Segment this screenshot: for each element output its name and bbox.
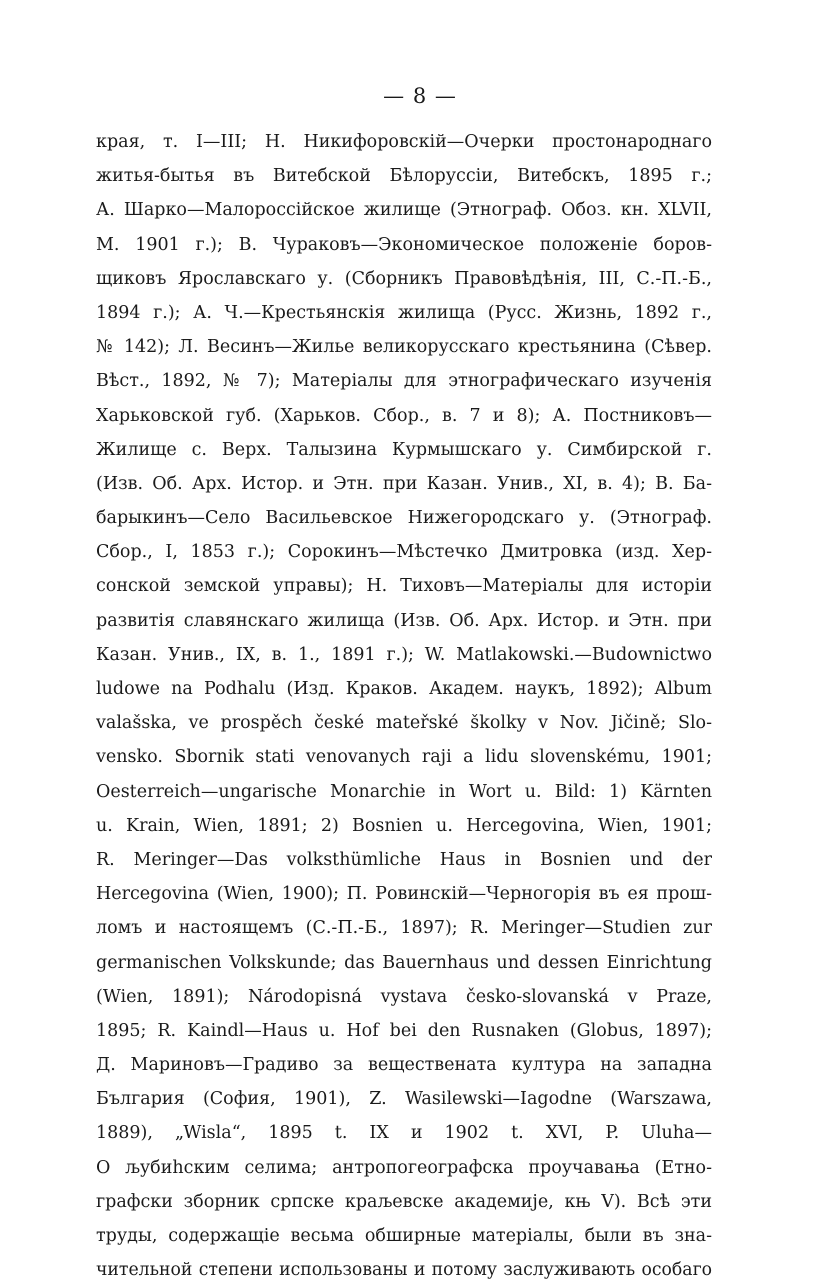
text-line: № 142); Л. Весинъ—Жилье великорусскаго крестьянина (Сѣвер.: [96, 337, 712, 358]
text-line: Харьковской губ. (Харьков. Сбор., в. 7 и 8); А. Постниковъ—: [96, 405, 712, 426]
text-line: Жилище с. Верх. Талызина Курмышскаго у. Симбирской г.: [96, 439, 712, 460]
text-line: 1894 г.); А. Ч.—Крестьянскія жилища (Русс. Жизнь, 1892 г.,: [96, 302, 712, 323]
text-line: края, т. I—III; Н. Никифоровскій—Очерки простонароднаго: [96, 132, 712, 152]
text-line: житья-бытья въ Витебской Бѣлоруссіи, Витебскъ, 1895 г.;: [96, 166, 712, 187]
text-line: (Wien, 1891); Národopisná vystava česko-slovanská v Praze,: [96, 986, 712, 1007]
text-line: ludowe na Podhalu (Изд. Краков. Академ. наукъ, 1892); Album: [96, 679, 712, 699]
text-line: Oesterreich—ungarische Monarchie in Wort u. Bild: 1) Kärnten: [96, 781, 712, 802]
text-line: u. Krain, Wien, 1891; 2) Bosnien u. Hercegovina, Wien, 1901;: [96, 815, 712, 836]
page-number: — 8 —: [383, 84, 457, 108]
text-line: germanischen Volkskunde; das Bauernhaus und dessen Einrichtung: [96, 952, 712, 973]
text-line: Д. Мариновъ—Градиво за веществената култура на западна: [96, 1055, 712, 1076]
text-line: vensko. Sbornik stati venovanych raji a lidu slovenskému, 1901;: [96, 747, 712, 768]
text-line: (Изв. Об. Арх. Истор. и Этн. при Казан. Унив., XI, в. 4); В. Ба-: [96, 473, 712, 494]
text-line: развитія славянскаго жилища (Изв. Об. Арх. Истор. и Этн. при: [96, 610, 712, 631]
body-text: [96, 125, 712, 1287]
text-line: Сбор., I, 1853 г.); Сорокинъ—Мѣстечко Дмитровка (изд. Хер-: [96, 542, 712, 563]
text-line: Hercegovina (Wien, 1900); П. Ровинскій—Черногорія въ ея прош-: [96, 884, 712, 905]
text-line: България (София, 1901), Z. Wasilewski—Iagodne (Warszawa,: [96, 1089, 712, 1110]
text-line: щиковъ Ярославскаго у. (Сборникъ Правовѣдѣнія, III, С.-П.-Б.,: [96, 268, 712, 289]
text-line: чительной степени использованы и потому заслуживають особаго: [96, 1260, 712, 1281]
text-line: R. Meringer—Das volksthümliche Haus in Bosnien und der: [96, 849, 712, 870]
text-line: труды, содержащіе весьма обширные матеріалы, были въ зна-: [96, 1226, 712, 1246]
text-line: valašska, ve prospěch české mateřské školky v Nov. Jičině; Slo-: [96, 713, 712, 734]
text-line: барыкинъ—Село Васильевское Нижегородскаго у. (Этнограф.: [96, 508, 712, 529]
text-line: А. Шарко—Малороссійское жилище (Этнограф. Обоз. кн. XLVII,: [96, 200, 712, 221]
text-line: 1889), „Wisla“, 1895 t. IX и 1902 t. XVI, P. Uluha—: [96, 1123, 712, 1144]
text-line: О љубиhским селима; антропогеографска проучавања (Етно-: [96, 1157, 712, 1178]
text-line: сонской земской управы); Н. Тиховъ—Матеріалы для исторіи: [96, 576, 712, 597]
text-line: ломъ и настоящемъ (С.-П.-Б., 1897); R. Meringer—Studien zur: [96, 918, 712, 939]
text-line: графски зборник српске краљевске академије, књ V). Всѣ эти: [96, 1191, 712, 1212]
text-line: Казан. Унив., IX, в. 1., 1891 г.); W. Matlakowski.—Budownictwo: [96, 644, 712, 665]
text-line: М. 1901 г.); В. Чураковъ—Экономическое положеніе боров-: [96, 234, 712, 255]
text-line: 1895; R. Kaindl—Haus u. Hof bei den Rusnaken (Globus, 1897);: [96, 1020, 712, 1041]
text-line: Вѣст., 1892, № 7); Матеріалы для этнографическаго изученія: [96, 371, 712, 392]
